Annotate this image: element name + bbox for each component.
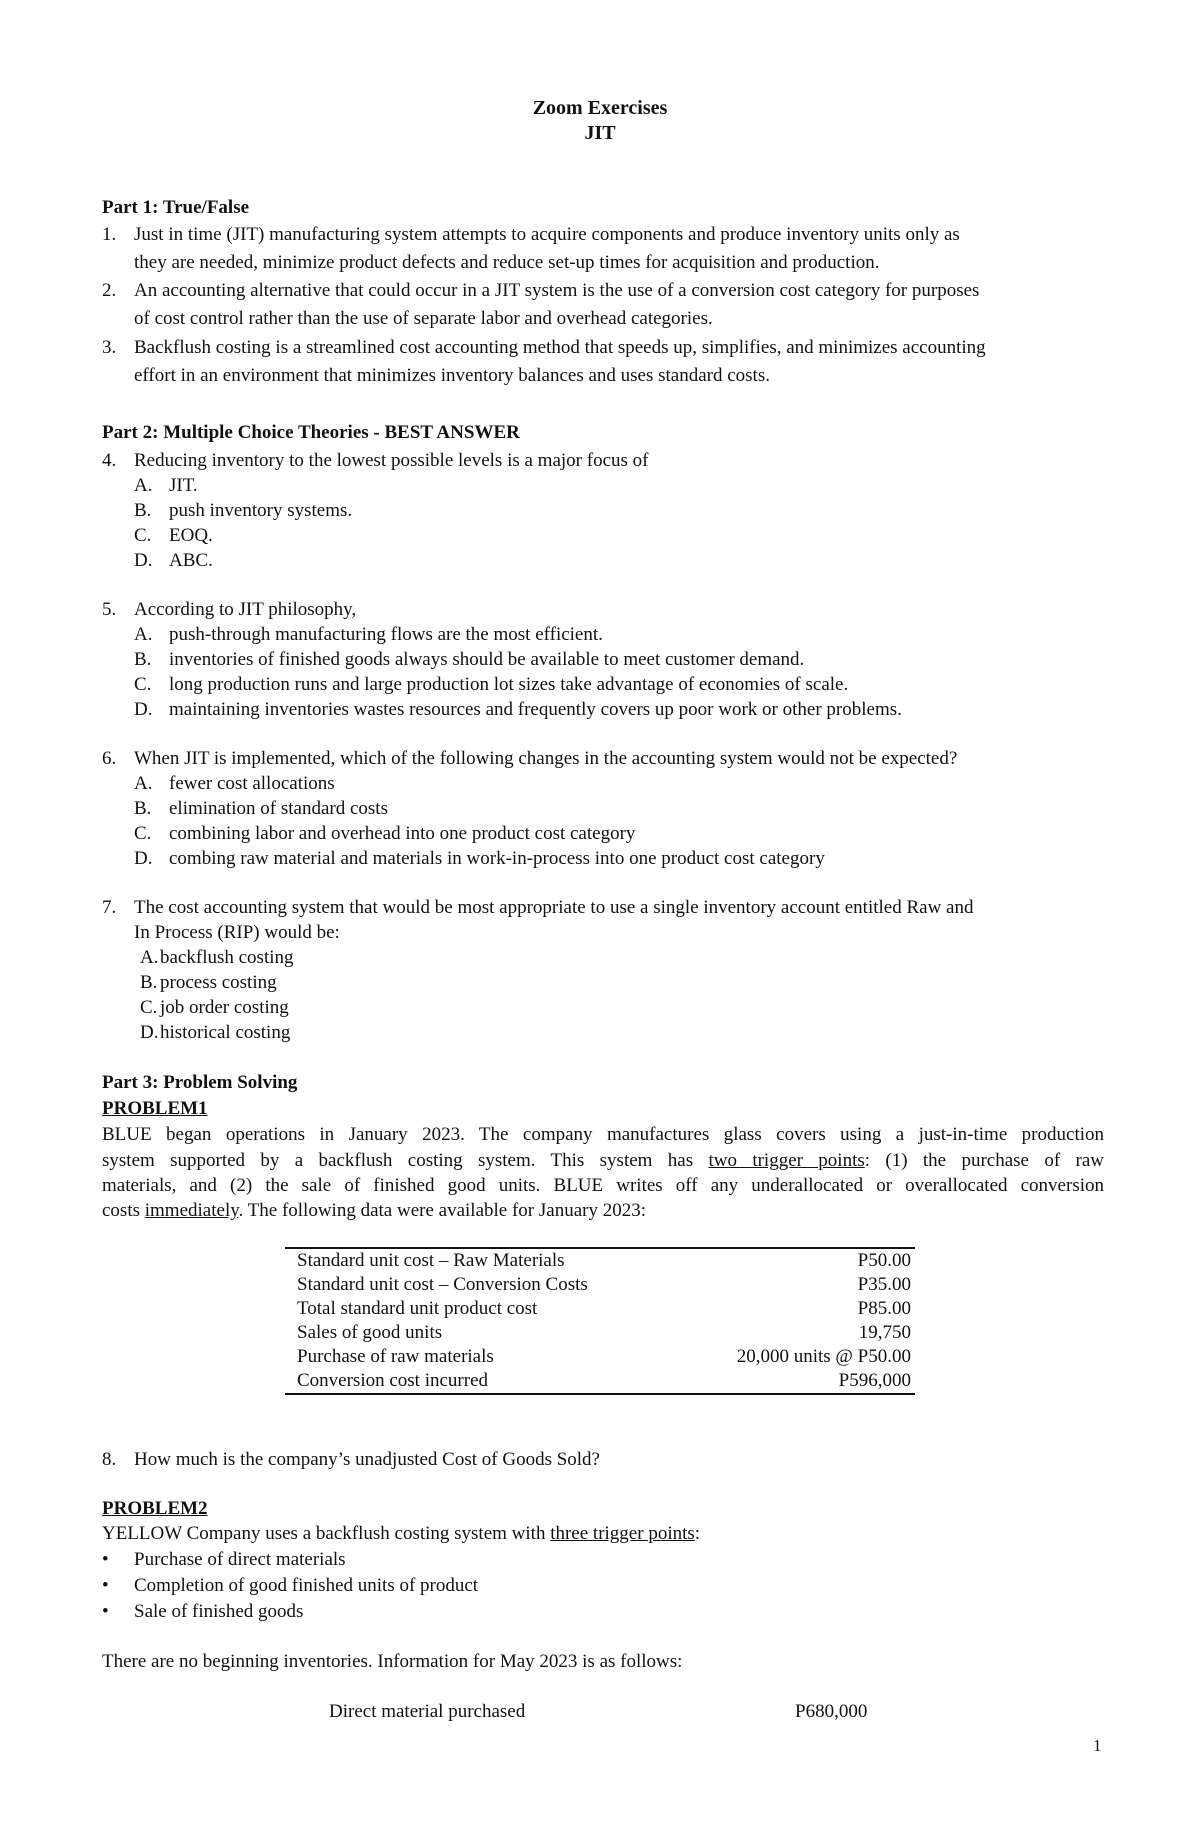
q4-option-b: push inventory systems. [169, 500, 353, 521]
q5-option-c: long production runs and large production lot sizes take advantage of economies of scale. [169, 674, 849, 695]
problem2-intro-b: : [694, 1523, 701, 1544]
problem1-line4-a: costs [102, 1200, 145, 1221]
bullet-dot-icon: • [102, 1549, 109, 1570]
q6-option-b-letter: B. [134, 798, 152, 819]
problem2-note: There are no beginning inventories. Information for May 2023 is as follows: [102, 1651, 683, 1672]
q5-option-d-letter: D. [134, 699, 153, 720]
table-row [285, 1369, 915, 1394]
q7-option-a-letter: A. [140, 947, 159, 968]
q7-option-a: backflush costing [160, 947, 294, 968]
q3-line1: Backflush costing is a streamlined cost accounting method that speeds up, simplifies, and minimizes accounting [134, 337, 986, 358]
q4-option-c-letter: C. [134, 525, 152, 546]
q7-option-c-letter: C. [140, 997, 158, 1018]
q2-number: 2. [102, 280, 117, 301]
table-cell-value: 20,000 units @ P50.00 [736, 1346, 911, 1367]
q7-option-d-letter: D. [140, 1022, 159, 1043]
problem2-bullet-2: Completion of good finished units of product [134, 1575, 479, 1596]
problem1-para-line2 [102, 1148, 1104, 1173]
page-number: 1 [1093, 1736, 1102, 1755]
q7-option-c: job order costing [160, 997, 289, 1018]
problem1-para-line1: BLUE began operations in January 2023. The company manufactures glass covers using a just-in-time production [102, 1124, 1104, 1145]
q6-option-a-letter: A. [134, 773, 153, 794]
q7-option-b: process costing [160, 972, 277, 993]
problem2-title: PROBLEM2 [102, 1498, 208, 1519]
q6-option-b: elimination of standard costs [169, 798, 388, 819]
problem1-line4-b: . The following data were available for January 2023: [238, 1200, 646, 1221]
q6-option-d-letter: D. [134, 848, 153, 869]
table-cell-value: P596,000 [673, 1369, 915, 1394]
problem1-line2-b: : (1) the purchase of raw [864, 1150, 1104, 1171]
q5-option-b-letter: B. [134, 649, 152, 670]
q5-option-a: push-through manufacturing flows are the most efficient. [169, 624, 603, 645]
table-cell-label: Conversion cost incurred [285, 1369, 673, 1394]
table-cell-value: P50.00 [673, 1248, 915, 1273]
problem2-intro [102, 1522, 700, 1546]
table-cell-label: Standard unit cost – Conversion Costs [297, 1274, 588, 1295]
problem1-line2-a: system supported by a backflush costing system. This system has [102, 1150, 709, 1171]
table-cell-value: 19,750 [858, 1322, 911, 1343]
q1-number: 1. [102, 224, 117, 245]
q1-line1: Just in time (JIT) manufacturing system attempts to acquire components and produce inventory units only as [134, 224, 960, 245]
document-title: Zoom Exercises [532, 97, 668, 119]
q5-option-d: maintaining inventories wastes resources and frequently covers up poor work or other problems. [169, 699, 902, 720]
q4-option-a: JIT. [169, 475, 198, 496]
document-subtitle: JIT [584, 122, 616, 144]
q3-line2: effort in an environment that minimizes inventory balances and uses standard costs. [134, 365, 770, 386]
q7-option-b-letter: B. [140, 972, 158, 993]
bullet-dot-icon: • [102, 1575, 109, 1596]
table-cell-label: Total standard unit product cost [297, 1298, 538, 1319]
q6-number: 6. [102, 748, 117, 769]
problem2-trigger-points: three trigger points [550, 1523, 695, 1544]
problem2-bullet-1: Purchase of direct materials [134, 1549, 346, 1570]
q4-option-c: EOQ. [169, 525, 213, 546]
q4-number: 4. [102, 450, 117, 471]
q7-stem-line1: The cost accounting system that would be most appropriate to use a single inventory account entitled Raw and [134, 897, 974, 918]
q6-stem: When JIT is implemented, which of the following changes in the accounting system would not be expected? [134, 748, 958, 769]
q8-text: How much is the company’s unadjusted Cost of Goods Sold? [134, 1449, 600, 1470]
q2-line1: An accounting alternative that could occur in a JIT system is the use of a conversion cost category for purposes [134, 280, 980, 301]
q4-option-d: ABC. [169, 550, 213, 571]
problem2-intro-a: YELLOW Company uses a backflush costing system with [102, 1523, 551, 1544]
q4-option-b-letter: B. [134, 500, 152, 521]
table-cell-label: Sales of good units [297, 1322, 443, 1343]
part2-heading: Part 2: Multiple Choice Theories - BEST ANSWER [102, 422, 520, 443]
part1-heading: Part 1: True/False [102, 197, 250, 218]
q6-option-d: combing raw material and materials in work-in-process into one product cost category [169, 848, 825, 869]
q5-number: 5. [102, 599, 117, 620]
q3-number: 3. [102, 337, 117, 358]
problem1-para-line4 [102, 1198, 1104, 1223]
table-row [285, 1248, 915, 1273]
q6-option-c-letter: C. [134, 823, 152, 844]
table-cell-value: P35.00 [857, 1274, 911, 1295]
table-row [285, 1321, 915, 1345]
q4-option-a-letter: A. [134, 475, 153, 496]
q4-option-d-letter: D. [134, 550, 153, 571]
q2-line2: of cost control rather than the use of separate labor and overhead categories. [134, 308, 713, 329]
problem2-bullet-3: Sale of finished goods [134, 1601, 304, 1622]
q6-option-c: combining labor and overhead into one product cost category [169, 823, 636, 844]
q5-stem: According to JIT philosophy, [134, 599, 357, 620]
problem2-row-value: P680,000 [795, 1701, 868, 1722]
part3-heading: Part 3: Problem Solving [102, 1072, 298, 1093]
q7-stem-line2: In Process (RIP) would be: [134, 922, 340, 943]
problem1-immediately: immediately [144, 1200, 239, 1221]
table-row [285, 1297, 915, 1321]
problem2-row-label: Direct material purchased [329, 1701, 526, 1722]
q8-number: 8. [102, 1449, 117, 1470]
problem1-para-line3: materials, and (2) the sale of finished good units. BLUE writes off any underallocated or overallocated conversion [102, 1175, 1104, 1196]
table-row [285, 1345, 915, 1369]
q5-option-b: inventories of finished goods always should be available to meet customer demand. [169, 649, 805, 670]
problem1-title: PROBLEM1 [102, 1098, 208, 1119]
problem1-trigger-points: two trigger points [708, 1150, 865, 1171]
bullet-dot-icon: • [102, 1601, 109, 1622]
q4-stem: Reducing inventory to the lowest possible levels is a major focus of [134, 450, 649, 471]
table-cell-label: Purchase of raw materials [297, 1346, 494, 1367]
q7-option-d: historical costing [160, 1022, 291, 1043]
table-cell-label: Standard unit cost – Raw Materials [285, 1248, 673, 1273]
q5-option-a-letter: A. [134, 624, 153, 645]
table-cell-value: P85.00 [857, 1298, 911, 1319]
q5-option-c-letter: C. [134, 674, 152, 695]
table-row [285, 1273, 915, 1297]
q7-number: 7. [102, 897, 117, 918]
q1-line2: they are needed, minimize product defects and reduce set-up times for acquisition and production. [134, 252, 880, 273]
q6-option-a: fewer cost allocations [169, 773, 335, 794]
problem1-data-table [285, 1247, 915, 1395]
